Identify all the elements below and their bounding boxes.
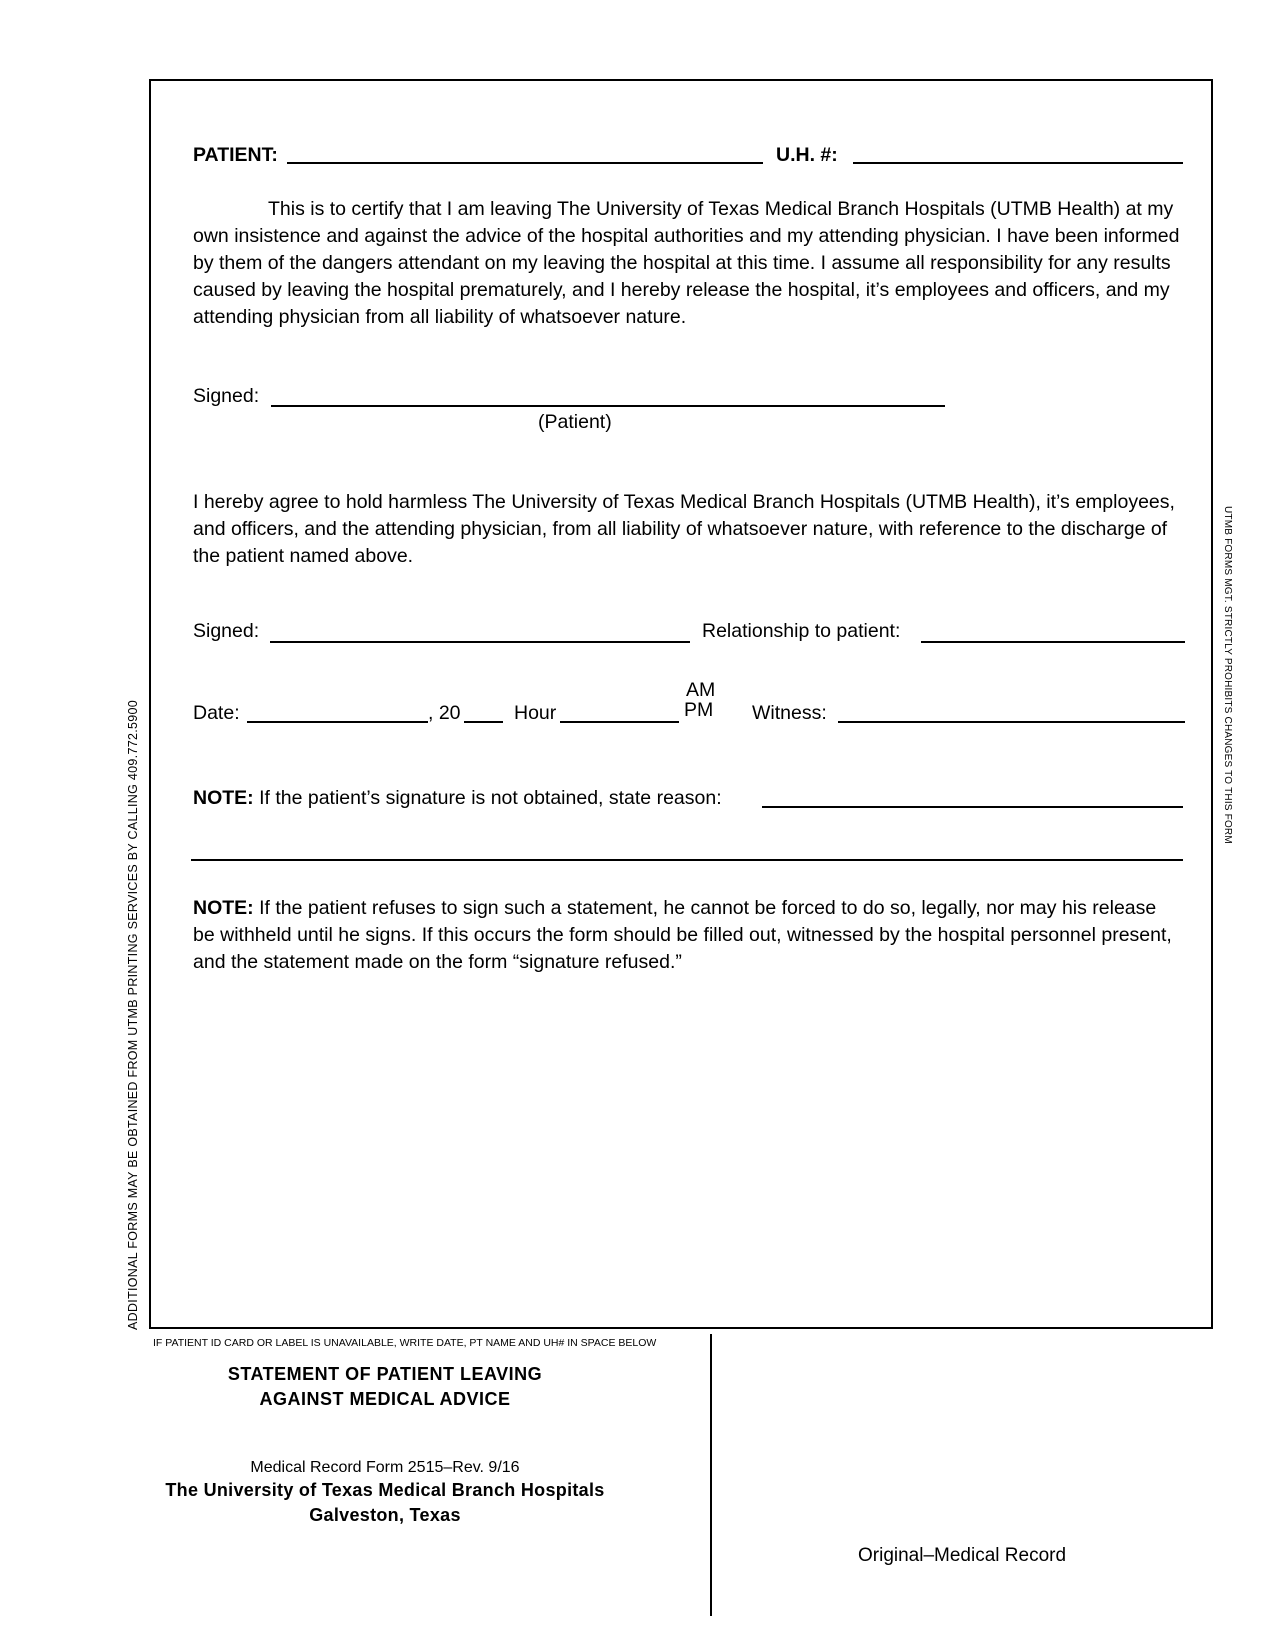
harmless-paragraph: I hereby agree to hold harmless The University of Texas Medical Branch Hospitals (UTMB Health), it’s employees, and officers, and the attending physician, from all liability of whatsoever nature, with reference to the discharge of the patient named above. <box>193 491 1175 567</box>
additional-forms-notice: ADDITIONAL FORMS MAY BE OBTAINED FROM UTMB PRINTING SERVICES BY CALLING 409.772.5900 <box>126 700 140 1330</box>
footer-divider <box>710 1334 712 1616</box>
signer-signature-field[interactable] <box>270 641 690 643</box>
year-field[interactable] <box>464 721 503 723</box>
reason-field-line2[interactable] <box>191 859 1183 861</box>
note-refusal-body: If the patient refuses to sign such a statement, he cannot be forced to do so, legally, nor may his release be withheld until he signs. If this occurs the form should be filled out, witnessed by the hospital personnel present, and the statement made on the form “signature refused.” <box>193 897 1172 973</box>
am-option[interactable]: AM <box>686 679 716 701</box>
note-reason-body: If the patient’s signature is not obtained, state reason: <box>253 787 722 809</box>
form-title-line1: STATEMENT OF PATIENT LEAVING <box>227 1364 543 1384</box>
patient-label: PATIENT: <box>193 144 278 166</box>
patient-signed-label: Signed: <box>193 385 260 407</box>
signer-signed-label: Signed: <box>193 620 260 642</box>
pm-option[interactable]: PM <box>684 699 714 721</box>
forms-mgt-notice: UTMB FORMS MGT. STRICTLY PROHIBITS CHANGES TO THIS FORM <box>1222 506 1233 844</box>
id-card-note: IF PATIENT ID CARD OR LABEL IS UNAVAILABLE, WRITE DATE, PT NAME AND UH# IN SPACE BELOW <box>153 1337 657 1349</box>
hour-label: Hour <box>514 702 557 724</box>
hour-field[interactable] <box>560 721 679 723</box>
relationship-label: Relationship to patient: <box>702 620 901 642</box>
copy-designation: Original–Medical Record <box>858 1545 1067 1566</box>
date-field[interactable] <box>247 721 428 723</box>
uh-number-field[interactable] <box>853 162 1183 164</box>
witness-label: Witness: <box>752 702 827 724</box>
patient-caption: (Patient) <box>538 411 612 433</box>
institution-location: Galveston, Texas <box>309 1505 461 1525</box>
note-reason-text <box>193 785 722 812</box>
certify-paragraph: This is to certify that I am leaving The University of Texas Medical Branch Hospitals (UTMB Health) at my own insistence and against the advice of the hospital authorities and my attending physician. I have been informed by them of the dangers attendant on my leaving the hospital at this time. I assume all responsibility for any results caused by leaving the hospital prematurely, and I hereby release the hospital, it’s employees and officers, and my attending physician from all liability of whatsoever nature. <box>193 198 1180 328</box>
institution-name: The University of Texas Medical Branch Hospitals <box>165 1480 605 1500</box>
year-prefix: , 20 <box>428 702 461 724</box>
note-label: NOTE: <box>193 897 254 919</box>
patient-signature-field[interactable] <box>271 405 945 407</box>
witness-field[interactable] <box>838 721 1185 723</box>
note-refusal-text <box>193 895 1183 976</box>
date-label: Date: <box>193 702 240 724</box>
patient-name-field[interactable] <box>287 162 763 164</box>
note-label: NOTE: <box>193 787 254 809</box>
form-number: Medical Record Form 2515–Rev. 9/16 <box>250 1459 520 1476</box>
reason-field[interactable] <box>762 806 1183 808</box>
relationship-field[interactable] <box>921 641 1185 643</box>
form-title-line2: AGAINST MEDICAL ADVICE <box>259 1389 511 1409</box>
uh-number-label: U.H. #: <box>776 144 838 166</box>
